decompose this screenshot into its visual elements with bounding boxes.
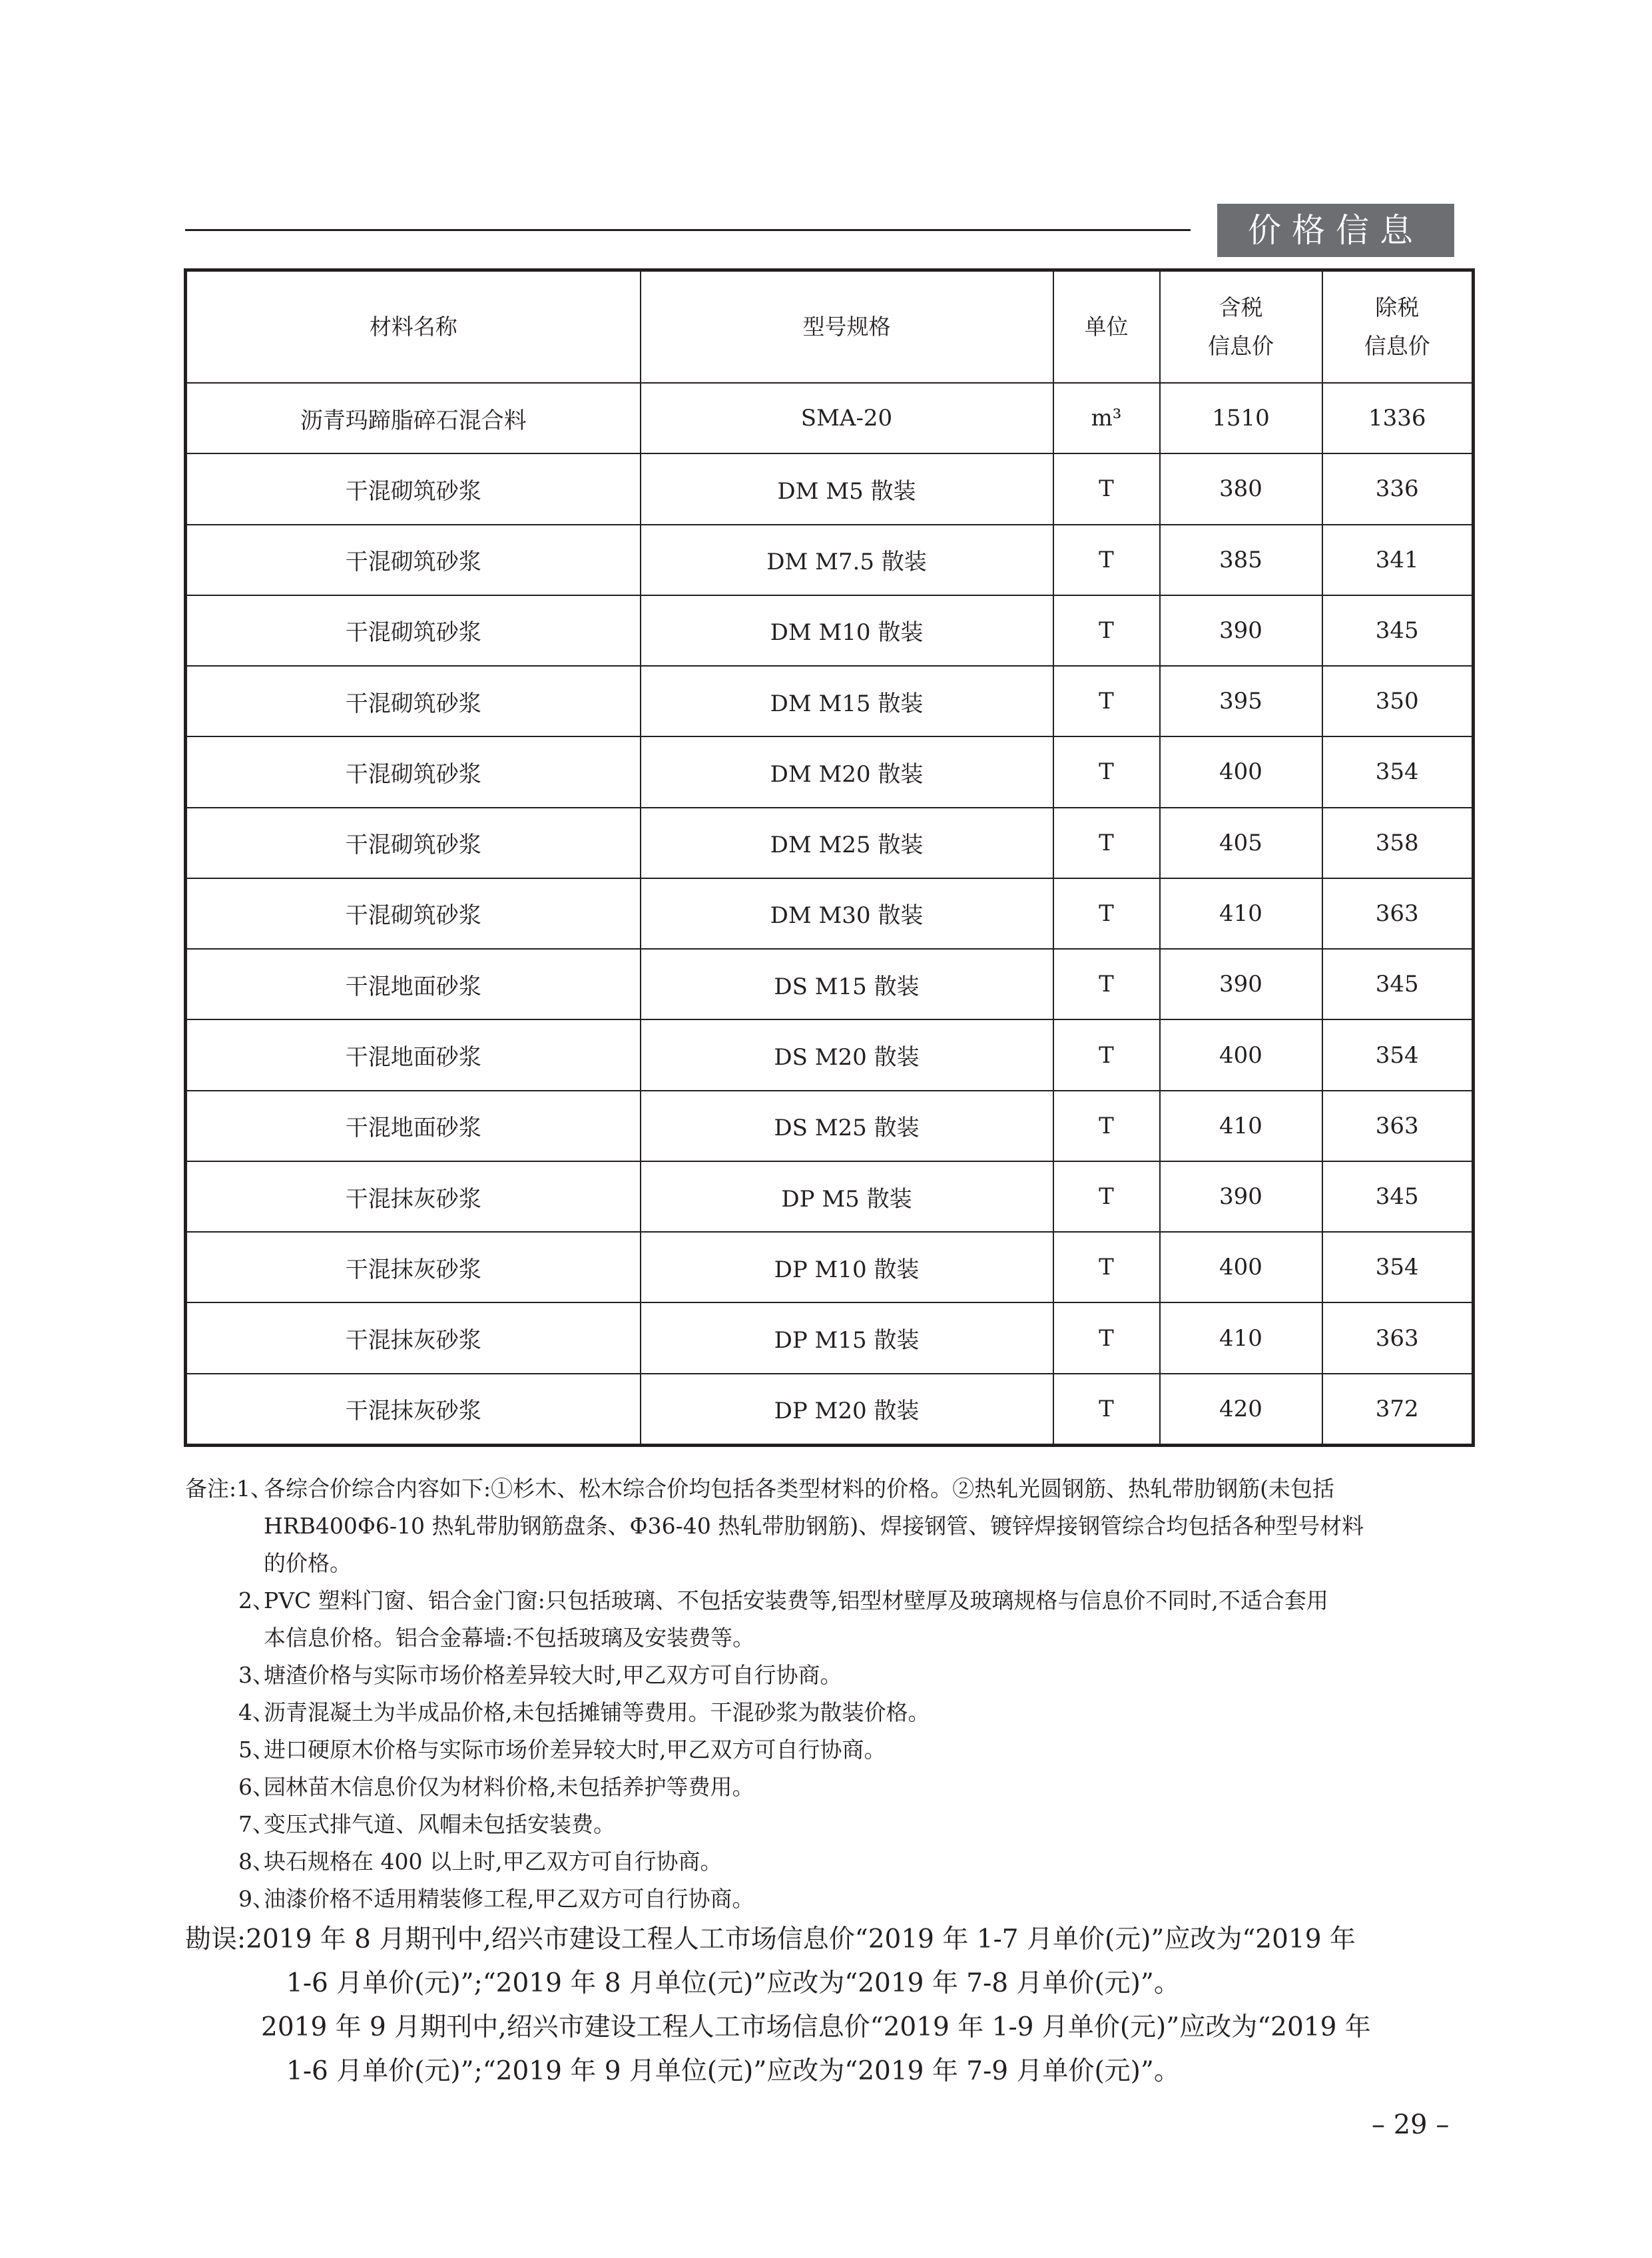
note-prefix	[185, 1806, 274, 1843]
cell-tax-excluded: 363	[1322, 1302, 1474, 1373]
cell-tax-excluded: 341	[1322, 525, 1474, 595]
note-number: 1、	[236, 1476, 273, 1502]
cell-spec: DP M20 散装	[641, 1374, 1053, 1446]
cell-unit: T	[1053, 1091, 1160, 1161]
cell-spec: DM M15 散装	[641, 666, 1053, 736]
note-item	[185, 1470, 1477, 1582]
errata-text-3: 2019 年 9 月期刊中,绍兴市建设工程人工市场信息价“2019 年 1-9 月单价(元)”应改为“2019 年	[261, 2012, 1371, 2042]
cell-tax-included: 400	[1160, 1019, 1322, 1090]
cell-material-name: 干混抹灰砂浆	[186, 1302, 641, 1373]
note-number: 6、	[238, 1774, 274, 1800]
note-item	[185, 1806, 1477, 1843]
cell-material-name: 干混砌筑砂浆	[186, 666, 641, 736]
note-line: HRB400Φ6-10 热轧带肋钢筋盘条、Φ36-40 热轧带肋钢筋)、焊接钢管、镀锌焊接钢管综合均包括各种型号材料	[264, 1513, 1364, 1539]
cell-tax-included: 420	[1160, 1374, 1322, 1446]
note-item	[185, 1694, 1477, 1731]
table-row	[186, 595, 1474, 666]
errata-text-1: 2019 年 8 月期刊中,绍兴市建设工程人工市场信息价“2019 年 1-7 月单价(元)”应改为“2019 年	[246, 1924, 1356, 1954]
cell-tax-excluded: 345	[1322, 949, 1474, 1019]
table-row	[186, 383, 1474, 453]
cell-tax-included: 390	[1160, 949, 1322, 1019]
header-spec: 型号规格	[641, 270, 1053, 384]
header-material-name: 材料名称	[186, 270, 641, 384]
cell-tax-excluded: 358	[1322, 808, 1474, 878]
cell-tax-excluded: 336	[1322, 453, 1474, 524]
cell-tax-excluded: 363	[1322, 878, 1474, 949]
errata-line	[185, 1962, 1477, 2006]
cell-unit: T	[1053, 1232, 1160, 1302]
header-rule	[185, 229, 1191, 231]
cell-tax-excluded: 350	[1322, 666, 1474, 736]
table-row	[186, 1019, 1474, 1090]
cell-material-name: 干混砌筑砂浆	[186, 525, 641, 595]
cell-tax-excluded: 345	[1322, 595, 1474, 666]
table-header-row	[186, 270, 1474, 384]
cell-spec: DP M5 散装	[641, 1161, 1053, 1232]
header-tax-excluded	[1322, 270, 1474, 384]
cell-tax-included: 410	[1160, 1302, 1322, 1373]
cell-tax-excluded: 345	[1322, 1161, 1474, 1232]
cell-material-name: 干混地面砂浆	[186, 1091, 641, 1161]
table-row	[186, 949, 1474, 1019]
note-line: 园林苗木信息价仅为材料价格,未包括养护等费用。	[264, 1774, 754, 1800]
note-number: 7、	[238, 1811, 274, 1837]
cell-tax-included: 405	[1160, 808, 1322, 878]
errata-label: 勘误:	[185, 1924, 246, 1954]
note-line: 进口硬原木价格与实际市场价差异较大时,甲乙双方可自行协商。	[264, 1737, 886, 1763]
cell-tax-excluded: 354	[1322, 1232, 1474, 1302]
cell-tax-included: 395	[1160, 666, 1322, 736]
note-number: 5、	[238, 1737, 274, 1763]
cell-unit: T	[1053, 736, 1160, 807]
cell-unit: T	[1053, 453, 1160, 524]
note-item	[185, 1582, 1477, 1657]
note-item	[185, 1880, 1477, 1918]
page-number: – 29 –	[1372, 2110, 1450, 2140]
note-number: 3、	[238, 1662, 274, 1688]
note-line: 的价格。	[264, 1550, 352, 1576]
cell-material-name: 干混地面砂浆	[186, 949, 641, 1019]
cell-spec: SMA-20	[641, 383, 1053, 453]
table-row	[186, 1161, 1474, 1232]
header-unit: 单位	[1053, 270, 1160, 384]
cell-unit: T	[1053, 949, 1160, 1019]
note-line: 变压式排气道、风帽未包括安装费。	[264, 1811, 615, 1837]
table-row	[186, 1302, 1474, 1373]
cell-tax-included: 400	[1160, 1232, 1322, 1302]
cell-unit: T	[1053, 595, 1160, 666]
errata-line	[185, 2006, 1477, 2050]
note-item	[185, 1731, 1477, 1769]
note-prefix	[185, 1769, 274, 1806]
cell-material-name: 干混砌筑砂浆	[186, 453, 641, 524]
note-prefix	[185, 1880, 274, 1918]
cell-spec: DM M7.5 散装	[641, 525, 1053, 595]
cell-tax-included: 385	[1160, 525, 1322, 595]
table-row	[186, 525, 1474, 595]
cell-tax-excluded: 372	[1322, 1374, 1474, 1446]
cell-tax-included: 1510	[1160, 383, 1322, 453]
header-tax-excluded-line2: 信息价	[1364, 333, 1430, 359]
header-tax-included-line1: 含税	[1219, 294, 1263, 320]
cell-spec: DP M15 散装	[641, 1302, 1053, 1373]
cell-material-name: 干混砌筑砂浆	[186, 878, 641, 949]
note-prefix	[185, 1731, 274, 1769]
cell-tax-included: 410	[1160, 878, 1322, 949]
cell-unit: T	[1053, 878, 1160, 949]
cell-tax-included: 400	[1160, 736, 1322, 807]
note-item	[185, 1769, 1477, 1806]
errata-text-4: 1-6 月单价(元)”;“2019 年 9 月单位(元)”应改为“2019 年 7-9 月单价(元)”。	[286, 2056, 1180, 2086]
cell-spec: DS M15 散装	[641, 949, 1053, 1019]
cell-tax-excluded: 1336	[1322, 383, 1474, 453]
cell-unit: T	[1053, 1374, 1160, 1446]
cell-spec: DM M25 散装	[641, 808, 1053, 878]
section-title: 价格信息	[1217, 204, 1454, 257]
cell-tax-included: 410	[1160, 1091, 1322, 1161]
cell-unit: T	[1053, 1302, 1160, 1373]
header-tax-included-line2: 信息价	[1208, 333, 1274, 359]
table-row	[186, 1374, 1474, 1446]
errata-line	[185, 2050, 1477, 2094]
table-row	[186, 736, 1474, 807]
cell-tax-included: 390	[1160, 1161, 1322, 1232]
cell-spec: DM M20 散装	[641, 736, 1053, 807]
note-line: 本信息价格。铝合金幕墙:不包括玻璃及安装费等。	[264, 1625, 755, 1651]
cell-material-name: 干混砌筑砂浆	[186, 595, 641, 666]
cell-unit: T	[1053, 808, 1160, 878]
note-item	[185, 1657, 1477, 1694]
note-number: 8、	[238, 1848, 274, 1874]
cell-unit: T	[1053, 525, 1160, 595]
note-prefix	[185, 1582, 274, 1619]
cell-tax-excluded: 354	[1322, 1019, 1474, 1090]
table-row	[186, 1232, 1474, 1302]
cell-tax-included: 390	[1160, 595, 1322, 666]
note-item	[185, 1843, 1477, 1880]
table-row	[186, 808, 1474, 878]
cell-tax-excluded: 354	[1322, 736, 1474, 807]
note-line: 沥青混凝土为半成品价格,未包括摊铺等费用。干混砂浆为散装价格。	[264, 1699, 930, 1725]
table-row	[186, 878, 1474, 949]
header-tax-included	[1160, 270, 1322, 384]
cell-spec: DM M30 散装	[641, 878, 1053, 949]
cell-spec: DS M20 散装	[641, 1019, 1053, 1090]
errata-section	[185, 1918, 1477, 2094]
note-line: 塘渣价格与实际市场价格差异较大时,甲乙双方可自行协商。	[264, 1662, 842, 1688]
cell-spec: DS M25 散装	[641, 1091, 1053, 1161]
note-number: 2、	[238, 1587, 274, 1613]
errata-text-2: 1-6 月单价(元)”;“2019 年 8 月单位(元)”应改为“2019 年 7-8 月单价(元)”。	[286, 1968, 1180, 1998]
note-prefix	[185, 1470, 272, 1508]
cell-material-name: 干混砌筑砂浆	[186, 808, 641, 878]
note-line: PVC 塑料门窗、铝合金门窗:只包括玻璃、不包括安装费等,铝型材壁厚及玻璃规格与信息价不同时,不适合套用	[264, 1587, 1328, 1613]
price-table	[184, 268, 1475, 1447]
cell-unit: T	[1053, 666, 1160, 736]
notes-section	[185, 1470, 1477, 1918]
note-number: 9、	[238, 1886, 274, 1912]
header-tax-excluded-line1: 除税	[1375, 294, 1420, 320]
cell-spec: DM M5 散装	[641, 453, 1053, 524]
note-line: 各综合价综合内容如下:①杉木、松木综合价均包括各类型材料的价格。②热轧光圆钢筋、热轧带肋钢筋(未包括	[264, 1476, 1334, 1502]
table-row	[186, 666, 1474, 736]
note-prefix	[185, 1694, 274, 1731]
note-number: 4、	[238, 1699, 274, 1725]
cell-unit: m³	[1053, 383, 1160, 453]
cell-tax-excluded: 363	[1322, 1091, 1474, 1161]
table-row	[186, 1091, 1474, 1161]
table-row	[186, 453, 1474, 524]
cell-unit: T	[1053, 1019, 1160, 1090]
cell-material-name: 沥青玛蹄脂碎石混合料	[186, 383, 641, 453]
note-prefix	[185, 1843, 274, 1880]
cell-spec: DP M10 散装	[641, 1232, 1053, 1302]
cell-tax-included: 380	[1160, 453, 1322, 524]
cell-material-name: 干混抹灰砂浆	[186, 1232, 641, 1302]
cell-material-name: 干混地面砂浆	[186, 1019, 641, 1090]
cell-material-name: 干混抹灰砂浆	[186, 1161, 641, 1232]
note-line: 块石规格在 400 以上时,甲乙双方可自行协商。	[264, 1848, 722, 1874]
cell-material-name: 干混抹灰砂浆	[186, 1374, 641, 1446]
note-prefix	[185, 1657, 274, 1694]
cell-spec: DM M10 散装	[641, 595, 1053, 666]
errata-line	[185, 1918, 1477, 1962]
cell-unit: T	[1053, 1161, 1160, 1232]
note-line: 油漆价格不适用精装修工程,甲乙双方可自行协商。	[264, 1886, 754, 1912]
notes-label: 备注:	[185, 1476, 237, 1502]
cell-material-name: 干混砌筑砂浆	[186, 736, 641, 807]
